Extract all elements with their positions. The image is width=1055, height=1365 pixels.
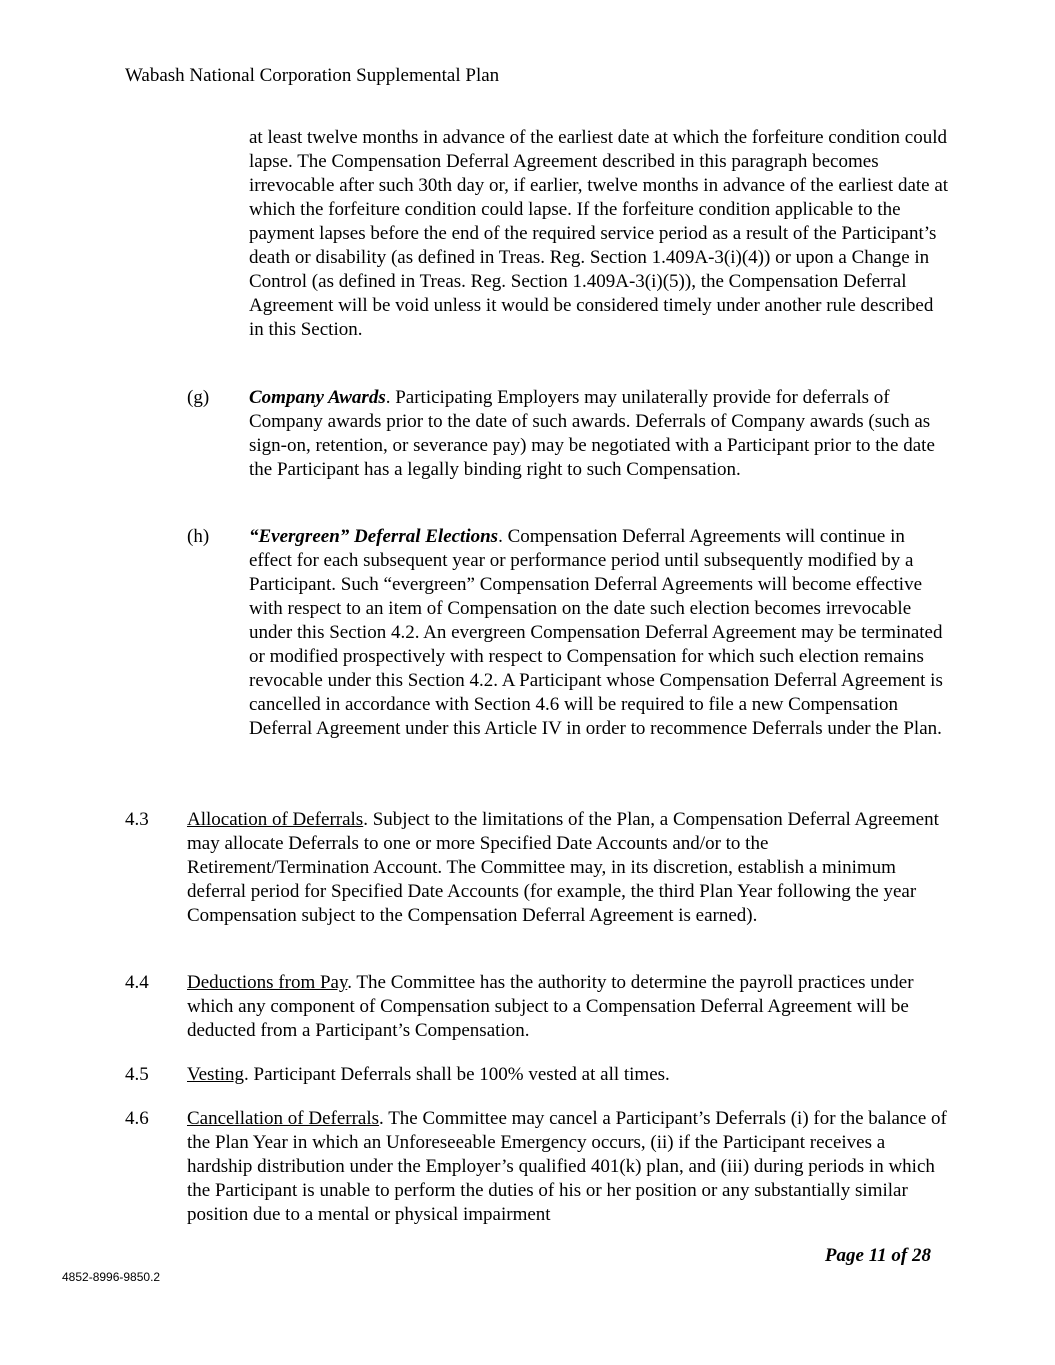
section-text xyxy=(187,1063,949,1087)
page-header: Wabash National Corporation Supplemental Plan xyxy=(125,65,500,86)
subsection-body: . Participating Employers may unilaterally provide for deferrals of Company awards prior to the date of such awards. Deferrals of Company awards (such as sign-on, retention, or severance pay) may be negotiated with a Participant prior to the date the Participant has a legally binding right to such Compensation. xyxy=(249,387,935,480)
section-number: 4.6 xyxy=(125,1108,149,1129)
subsection-label: (h) xyxy=(187,526,210,547)
section-number: 4.5 xyxy=(125,1064,149,1085)
subsection-body: . Compensation Deferral Agreements will continue in effect for each subsequent year or performance period until subsequently modified by a Participant. Such “evergreen” Compensation Deferral Agreements will become effective with respect to an item of Compensation on the date such election becomes irrevocable under this Section 4.2. An evergreen Compensation Deferral Agreement may be terminated or modified prospectively with respect to Compensation for which such election remains revocable under this Section 4.2. A Participant whose Compensation Deferral Agreement is cancelled in accordance with Section 4.6 will be required to file a new Compensation Deferral Agreement under this Article IV in order to recommence Deferrals under the Plan. xyxy=(249,526,943,739)
section-text xyxy=(187,808,949,928)
section-number: 4.4 xyxy=(125,972,149,993)
subsection-text xyxy=(249,525,949,741)
subsection-title: “Evergreen” Deferral Elections xyxy=(249,526,499,547)
subsection-text xyxy=(249,386,949,482)
section-body: . Participant Deferrals shall be 100% vested at all times. xyxy=(244,1064,670,1085)
subsection-label: (g) xyxy=(187,387,210,408)
section-body: . The Committee has the authority to determine the payroll practices under which any component of Compensation subject to a Compensation Deferral Agreement will be deducted from a Participant’s Compensation. xyxy=(187,972,914,1041)
section-title: Vesting xyxy=(187,1064,244,1085)
continuation-paragraph: at least twelve months in advance of the earliest date at which the forfeiture condition could lapse. The Compensation Deferral Agreement described in this paragraph becomes irrevocable after such 30th day or, if earlier, twelve months in advance of the earliest date at which the forfeiture condition could lapse. If the forfeiture condition applicable to the payment lapses before the end of the required service period as a result of the Participant’s death or disability (as defined in Treas. Reg. Section 1.409A-3(i)(4)) or upon a Change in Control (as defined in Treas. Reg. Section 1.409A-3(i)(5)), the Compensation Deferral Agreement will be void unless it would be considered timely under another rule described in this Section. xyxy=(249,127,949,340)
section-text xyxy=(187,971,949,1043)
section-body: . The Committee may cancel a Participant’s Deferrals (i) for the balance of the Plan Year in which an Unforeseeable Emergency occurs, (ii) if the Participant receives a hardship distribution under the Employer’s qualified 401(k) plan, and (iii) during periods in which the Participant is unable to perform the duties of his or her position or any substantially similar position due to a mental or physical impairment xyxy=(187,1108,947,1225)
section-title: Allocation of Deferrals xyxy=(187,809,364,830)
section-title: Deductions from Pay xyxy=(187,972,348,993)
document-id: 4852-8996-9850.2 xyxy=(62,1270,161,1284)
section-title: Cancellation of Deferrals xyxy=(187,1108,380,1129)
section-text xyxy=(187,1107,949,1227)
subsection-title: Company Awards xyxy=(249,387,386,408)
section-number: 4.3 xyxy=(125,809,149,830)
page-number: Page 11 of 28 xyxy=(824,1245,931,1266)
section-body: . Subject to the limitations of the Plan, a Compensation Deferral Agreement may allocate Deferrals to one or more Specified Date Accounts and/or to the Retirement/Termination Account. The Committee may, in its discretion, establish a minimum deferral period for Specified Date Accounts (for example, the third Plan Year following the year Compensation subject to the Compensation Deferral Agreement is earned). xyxy=(187,809,939,926)
